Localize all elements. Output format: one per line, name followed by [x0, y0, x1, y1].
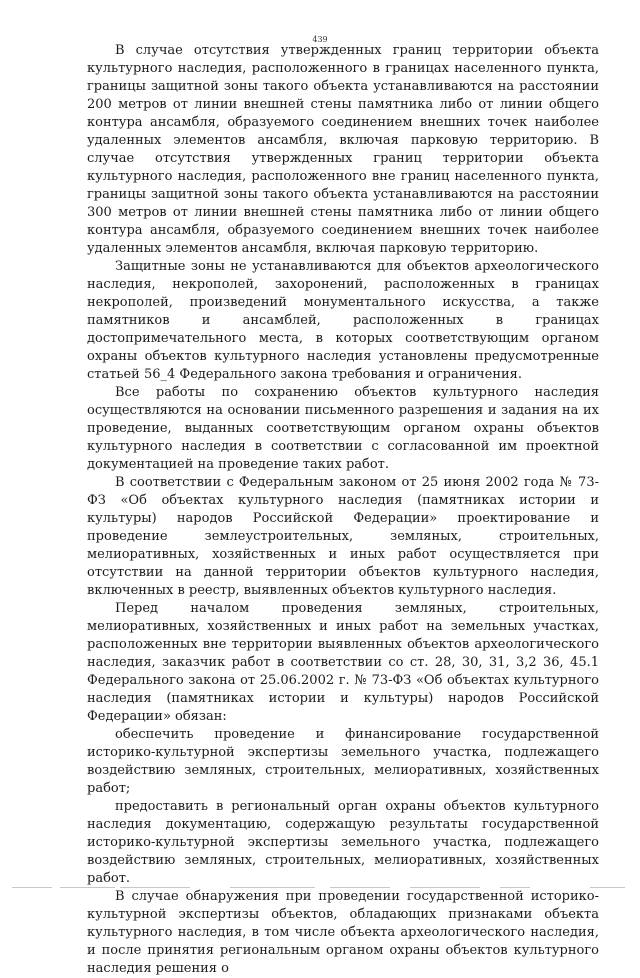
paragraph: В случае отсутствия утвержденных границ территории объекта культурного наследия, расположенного в границах населенного пункта, границы защитной зоны такого объекта устанавливаются на расстоянии 200 метров от линии внешней стены памятника либо от линии общего контура ансамбля, образуемого соединением внешних точек наиболее удаленных элементов ансамбля, включая парковую территорию. В случае отсутствия утвержденных границ территории объекта культурного наследия, расположенного вне границ населенного пункта, границы защитной зоны такого объекта устанавливаются на расстоянии 300 метров от линии внешней стены памятника либо от линии общего контура ансамбля, образуемого соединением внешних точек наиболее удаленных элементов ансамбля, включая парковую территорию. — [87, 43, 599, 256]
paragraph: Перед началом проведения земляных, строительных, мелиоративных, хозяйственных и иных работ на земельных участках, расположенных вне территории выявленных объектов археологического наследия, заказчик работ в соответствии со ст. 28, 30, 31, 3,2 36, 45.1 Федерального закона от 25.06.2002 г. № 73-ФЗ «Об объектах культурного наследия (памятниках истории и культуры) народов Российской Федерации» обязан: — [87, 601, 599, 724]
paragraph: предоставить в региональный орган охраны объектов культурного наследия документацию, содержащую результаты государственной историко-культурной экспертизы земельного участка, подлежащего воздействию земляных, строительных, мелиоративных, хозяйственных работ. — [87, 799, 599, 886]
scan-artifacts — [0, 887, 640, 889]
paragraph: Все работы по сохранению объектов культурного наследия осуществляются на основании письменного разрешения и задания на их проведение, выданных соответствующим органом охраны объектов культурного наследия в соответствии с согласованной им проектной документацией на проведение таких работ. — [87, 385, 599, 472]
scan-mark — [500, 887, 530, 888]
scan-mark — [590, 887, 625, 888]
document-body — [87, 42, 599, 978]
scan-mark — [12, 887, 52, 888]
paragraph: В соответствии с Федеральным законом от 25 июня 2002 года № 73-ФЗ «Об объектах культурного наследия (памятниках истории и культуры) народов Российской Федерации» проектирование и проведение землеустроительных, земляных, строительных, мелиоративных, хозяйственных и иных работ осуществляется при отсутствии на данной территории объектов культурного наследия, включенных в реестр, выявленных объектов культурного наследия. — [87, 475, 599, 598]
paragraph: Защитные зоны не устанавливаются для объектов археологического наследия, некрополей, захоронений, расположенных в границах некрополей, произведений монументального искусства, а также памятников и ансамблей, расположенных в границах достопримечательного места, в которых соответствующим органом охраны объектов культурного наследия установлены предусмотренные статьей 56_4 Федерального закона требования и ограничения. — [87, 259, 599, 382]
scan-mark — [60, 887, 115, 888]
paragraph: В случае обнаружения при проведении государственной историко-культурной экспертизы объектов, обладающих признаками объекта культурного наследия, в том числе объекта археологического наследия, и после принятия региональным органом охраны объектов культурного наследия решения о — [87, 889, 599, 976]
scan-mark — [230, 887, 315, 888]
page-number: 439 — [312, 35, 328, 44]
scan-mark — [410, 887, 480, 888]
scan-mark — [120, 887, 190, 888]
paragraph: обеспечить проведение и финансирование государственной историко-культурной экспертизы земельного участка, подлежащего воздействию земляных, строительных, мелиоративных, хозяйственных работ; — [87, 727, 599, 796]
scan-mark — [330, 887, 390, 888]
